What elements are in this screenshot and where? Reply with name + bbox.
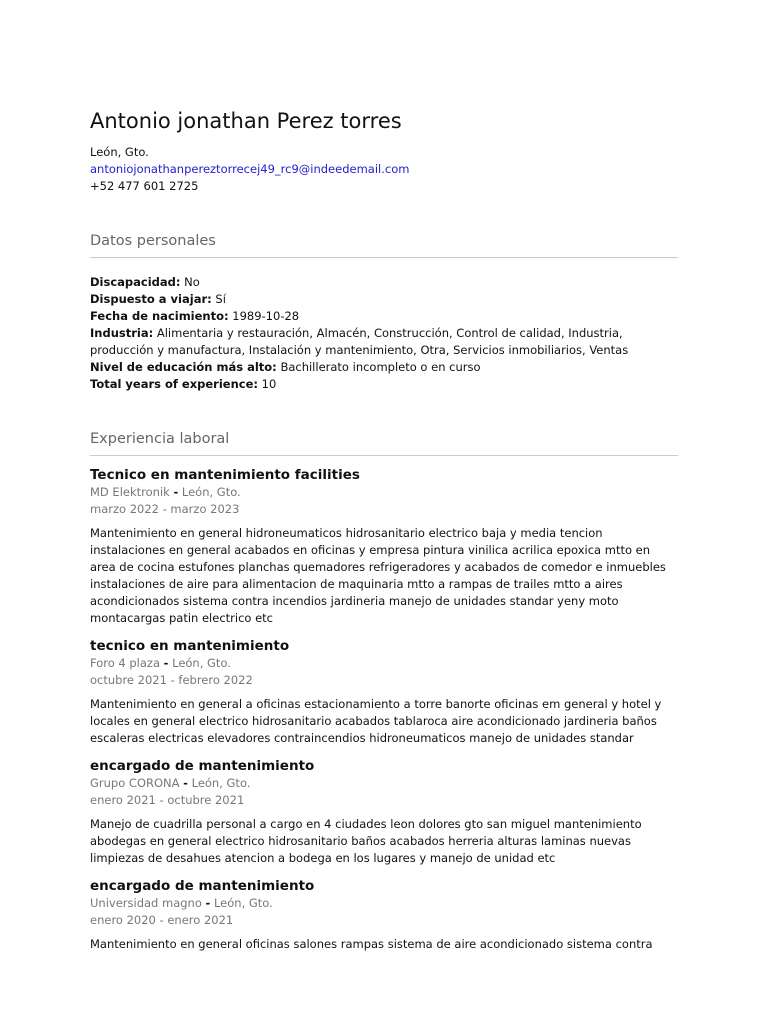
candidate-name: Antonio jonathan Perez torres — [90, 109, 402, 133]
job-location: León, Gto. — [181, 485, 241, 499]
field-value: Sí — [215, 292, 226, 306]
job-description: Mantenimiento en general a oficinas estacionamiento a torre banorte oficinas em general y hotel y locales en general electrico hidrosanitario acabados tablaroca aire acondicionado jardineria baños escaleras electricas elevadores contraincendios hidroneumaticos manejo de unidades standar — [90, 697, 662, 745]
email-link[interactable]: antoniojonathanpereztorrecej49_rc9@indeedemail.com — [90, 162, 410, 176]
field-value: Bachillerato incompleto o en curso — [280, 360, 481, 374]
job-dates: enero 2021 - octubre 2021 — [90, 793, 245, 807]
job-title: encargado de mantenimiento — [90, 878, 315, 894]
field-label: Industria: — [90, 326, 154, 340]
job-location: León, Gto. — [172, 656, 231, 670]
field-label: Total years of experience: — [90, 377, 258, 391]
experience-list — [90, 466, 678, 953]
phone-text: +52 477 601 2725 — [90, 179, 199, 193]
job-company: MD Elektronik — [90, 485, 170, 499]
job-dates: marzo 2022 - marzo 2023 — [90, 502, 240, 516]
personal-row — [90, 291, 678, 308]
personal-section-title: Datos personales — [90, 231, 678, 258]
job-company: Foro 4 plaza — [90, 656, 161, 670]
job-entry — [90, 637, 678, 747]
field-value: No — [184, 275, 200, 289]
personal-row — [90, 274, 678, 291]
field-label: Nivel de educación más alto: — [90, 360, 277, 374]
job-company-line: Grupo CORONA - León, Gto. — [90, 776, 251, 790]
field-label: Discapacidad: — [90, 275, 181, 289]
field-value: Alimentaria y restauración, Almacén, Construcción, Control de calidad, Industria, producción y manufactura, Instalación y mantenimiento, Otra, Servicios inmobiliarios, Ventas — [90, 326, 629, 357]
job-description: Mantenimiento en general oficinas salones rampas sistema de aire acondicionado sistema contra — [90, 937, 653, 951]
job-entry — [90, 757, 678, 867]
field-value: 10 — [261, 377, 277, 391]
experience-section-title: Experiencia laboral — [90, 429, 678, 456]
job-company-line: Foro 4 plaza - León, Gto. — [90, 656, 231, 670]
job-company-line: MD Elektronik - León, Gto. — [90, 485, 241, 499]
job-description: Mantenimiento en general hidroneumaticos hidrosanitario electrico baja y media tencion instalaciones en general acabados en oficinas y empresa pintura vinilica acrilica epoxica mtto en area de cocina estufones planchas quemadores refrigeradores y acabados de comedor e inmuebles instalaciones de aire para alimentacion de maquinaria mtto a rampas de trailes mtto a aires acondicionados sistema contra incendios jardineria manejo de unidades standar yeny moto montacargas patin electrico etc — [90, 526, 666, 625]
job-location: León, Gto. — [191, 776, 251, 790]
field-label: Fecha de nacimiento: — [90, 309, 229, 323]
contact-block — [90, 144, 678, 195]
job-company: Universidad magno — [90, 896, 202, 910]
job-entry — [90, 466, 678, 627]
job-title: tecnico en mantenimiento — [90, 638, 290, 654]
job-dates: octubre 2021 - febrero 2022 — [90, 673, 253, 687]
personal-row — [90, 308, 678, 325]
job-company: Grupo CORONA — [90, 776, 180, 790]
job-title: Tecnico en mantenimiento facilities — [90, 467, 360, 483]
personal-row — [90, 376, 678, 393]
personal-row — [90, 359, 678, 376]
job-dates: enero 2020 - enero 2021 — [90, 913, 234, 927]
field-value: 1989-10-28 — [232, 309, 300, 323]
personal-row — [90, 325, 678, 359]
job-company-line: Universidad magno - León, Gto. — [90, 896, 273, 910]
job-entry — [90, 877, 678, 953]
job-title: encargado de mantenimiento — [90, 758, 315, 774]
field-label: Dispuesto a viajar: — [90, 292, 212, 306]
job-description: Manejo de cuadrilla personal a cargo en 4 ciudades leon dolores gto san miguel mantenimiento abodegas en general electrico hidrosanitario baños acabados herreria alturas laminas nuevas limpiezas de desahues atencion a bodega en los lugares y manejo de unidad etc — [90, 817, 642, 865]
job-location: León, Gto. — [213, 896, 273, 910]
location-text: León, Gto. — [90, 145, 149, 159]
personal-details — [90, 274, 678, 393]
